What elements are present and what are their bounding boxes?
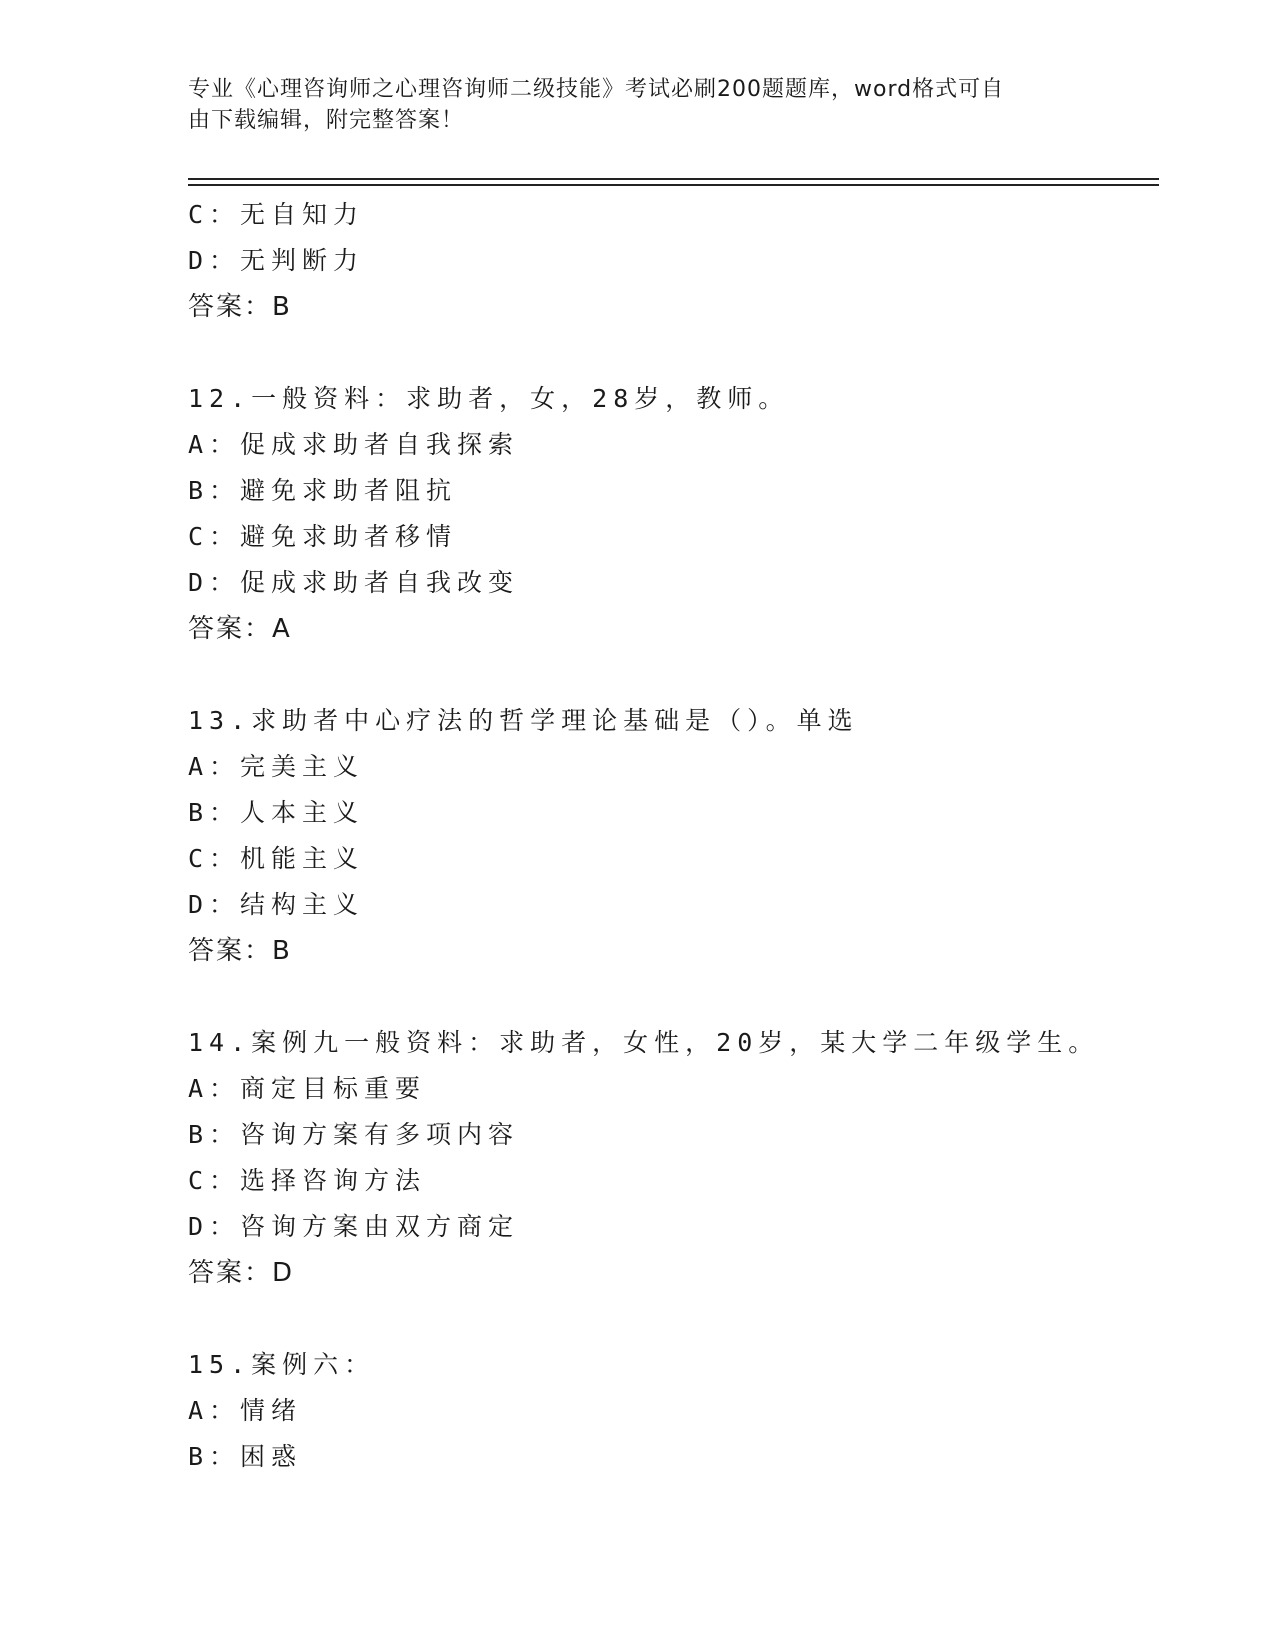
question-block-15 bbox=[188, 1342, 1188, 1480]
option-c: C：无自知力 bbox=[188, 200, 365, 229]
question-list bbox=[188, 192, 1188, 1480]
answer-line: 答案：D bbox=[188, 1258, 295, 1288]
question-stem: 14.案例九一般资料：求助者，女性，20岁，某大学二年级学生。 bbox=[188, 1028, 1100, 1057]
option-b: B：咨询方案有多项内容 bbox=[188, 1120, 520, 1149]
document-header bbox=[188, 74, 1068, 136]
question-stem: 12.一般资料：求助者，女，28岁，教师。 bbox=[188, 384, 790, 413]
option-a: A：商定目标重要 bbox=[188, 1074, 427, 1103]
option-d: D：促成求助者自我改变 bbox=[188, 568, 520, 597]
header-divider-top bbox=[188, 178, 1159, 180]
header-divider-bottom bbox=[188, 184, 1159, 186]
option-b: B：困惑 bbox=[188, 1442, 303, 1471]
option-d: D：咨询方案由双方商定 bbox=[188, 1212, 520, 1241]
question-stem: 15.案例六： bbox=[188, 1350, 376, 1379]
header-title-line-1: 专业《心理咨询师之心理咨询师二级技能》考试必刷200题题库，word格式可自 bbox=[188, 77, 1005, 102]
option-c: C：机能主义 bbox=[188, 844, 365, 873]
question-block-12 bbox=[188, 376, 1188, 652]
spacer bbox=[188, 652, 1188, 698]
option-a: A：情绪 bbox=[188, 1396, 303, 1425]
question-stem: 13.求助者中心疗法的哲学理论基础是（）。单选 bbox=[188, 706, 859, 735]
spacer bbox=[188, 974, 1188, 1020]
spacer bbox=[188, 330, 1188, 376]
option-a: A：促成求助者自我探索 bbox=[188, 430, 520, 459]
option-b: B：人本主义 bbox=[188, 798, 365, 827]
answer-line: 答案：B bbox=[188, 292, 292, 322]
spacer bbox=[188, 1296, 1188, 1342]
option-c: C：避免求助者移情 bbox=[188, 522, 458, 551]
question-block-11 bbox=[188, 192, 1188, 330]
option-c: C：选择咨询方法 bbox=[188, 1166, 427, 1195]
question-block-14 bbox=[188, 1020, 1188, 1296]
header-title-line-2: 由下载编辑，附完整答案！ bbox=[188, 108, 465, 133]
option-d: D：结构主义 bbox=[188, 890, 365, 919]
option-d: D：无判断力 bbox=[188, 246, 365, 275]
answer-line: 答案：B bbox=[188, 936, 292, 966]
option-a: A：完美主义 bbox=[188, 752, 365, 781]
question-block-13 bbox=[188, 698, 1188, 974]
answer-line: 答案：A bbox=[188, 614, 292, 644]
option-b: B：避免求助者阻抗 bbox=[188, 476, 458, 505]
